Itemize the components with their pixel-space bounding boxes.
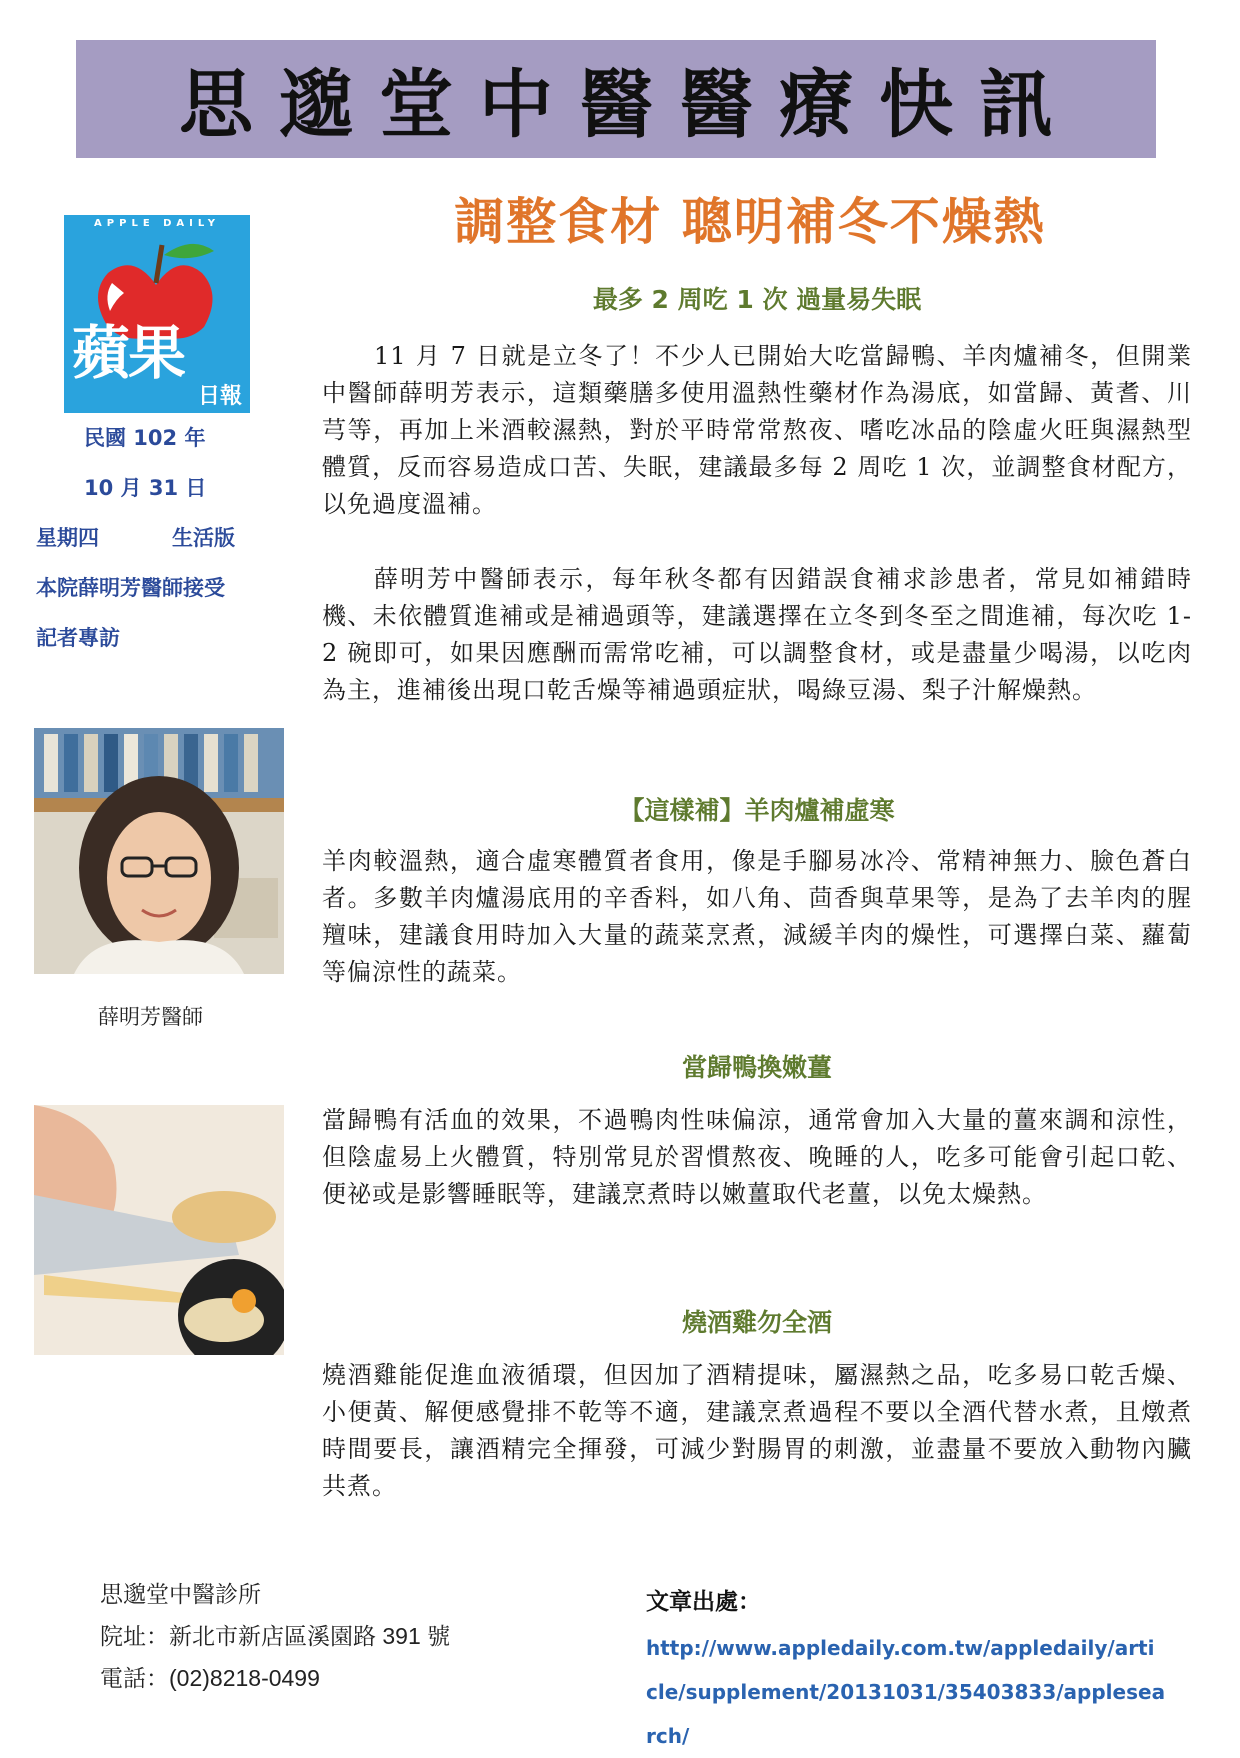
- section-heading-chicken: 燒酒雞勿全酒: [681, 1308, 832, 1337]
- article-subheadline: 最多 2 周吃 1 次 過量易失眠: [592, 285, 922, 314]
- ginger-knife-icon: [34, 1105, 284, 1355]
- article-headline: 調整食材 聰明補冬不燥熱: [454, 193, 1046, 251]
- clinic-name: 思邈堂中醫診所: [100, 1581, 261, 1607]
- logo-top-text: APPLE DAILY: [94, 218, 220, 229]
- source-label: 文章出處：: [646, 1589, 761, 1615]
- weekday: 星期四: [36, 526, 99, 550]
- logo-main-text: 蘋果: [72, 319, 185, 387]
- doctor-photo: [34, 728, 284, 974]
- source-link[interactable]: http://www.appledaily.com.tw/appledaily/article/supplement/20131031/35403833/applesearch/: [646, 1636, 1166, 1748]
- logo-sub-text: 日報: [197, 384, 242, 409]
- paragraph-intro: 11 月 7 日就是立冬了！不少人已開始大吃當歸鴨、羊肉爐補冬，但開業中醫師薛明芳表示，這類藥膳多使用溫熱性藥材作為湯底，如當歸、黃耆、川芎等，再加上米酒較濕熱，對於平時常常熬夜、嗜吃冰品的陰虛火旺與濕熱型體質，反而容易造成口苦、失眠，建議最多每 2 周吃 1 次，並調整食材配方，以免過度溫補。: [322, 342, 1192, 518]
- apple-daily-logo: [64, 215, 250, 413]
- section-text-mutton: 羊肉較溫熱，適合虛寒體質者食用，像是手腳易冰冷、常精神無力、臉色蒼白者。多數羊肉爐湯底用的辛香料，如八角、茴香與草果等，是為了去羊肉的腥羶味，建議食用時加入大量的蔬菜烹煮，減緩羊肉的燥性，可選擇白菜、蘿蔔等偏涼性的蔬菜。: [322, 847, 1192, 986]
- clinic-phone: 電話：(02)8218-0499: [100, 1665, 320, 1691]
- interview-note: 本院薛明芳醫師接受: [36, 576, 225, 600]
- ginger-photo: [34, 1105, 284, 1355]
- section-heading-duck: 當歸鴨換嫩薑: [681, 1053, 832, 1082]
- date-year: 民國 102 年: [84, 426, 206, 450]
- doctor-portrait-icon: [34, 728, 284, 974]
- section-heading-mutton: 【這樣補】羊肉爐補虛寒: [619, 796, 895, 825]
- newsletter-banner: [76, 40, 1156, 158]
- section-text-duck: 當歸鴨有活血的效果，不過鴨肉性味偏涼，通常會加入大量的薑來調和涼性，但陰虛易上火體質，特別常見於習慣熬夜、晚睡的人，吃多可能會引起口乾、便祕或是影響睡眠等，建議烹煮時以嫩薑取代老薑，以免太燥熱。: [322, 1106, 1192, 1208]
- interview-note-2: 記者專訪: [36, 626, 120, 650]
- date-day: 10 月 31 日: [84, 476, 207, 500]
- clinic-address: 院址：新北市新店區溪園路 391 號: [100, 1623, 451, 1649]
- photo-caption: 薛明芳醫師: [98, 1005, 203, 1029]
- paragraph-advice: 薛明芳中醫師表示，每年秋冬都有因錯誤食補求診患者，常見如補錯時機、未依體質進補或是補過頭等，建議選擇在立冬到冬至之間進補，每次吃 1-2 碗即可，如果因應酬而需常吃補，可以調整食材，或是盡量少喝湯，以吃肉為主，進補後出現口乾舌燥等補過頭症狀，喝綠豆湯、梨子汁解燥熱。: [322, 565, 1192, 704]
- section-text-chicken: 燒酒雞能促進血液循環，但因加了酒精提味，屬濕熱之品，吃多易口乾舌燥、小便黃、解便感覺排不乾等不適，建議烹煮過程不要以全酒代替水煮，且燉煮時間要長，讓酒精完全揮發，可減少對腸胃的刺激，並盡量不要放入動物內臟共煮。: [322, 1361, 1192, 1500]
- newsletter-title: 思邈堂中醫醫療快訊: [179, 62, 1079, 148]
- edition: 生活版: [172, 526, 235, 550]
